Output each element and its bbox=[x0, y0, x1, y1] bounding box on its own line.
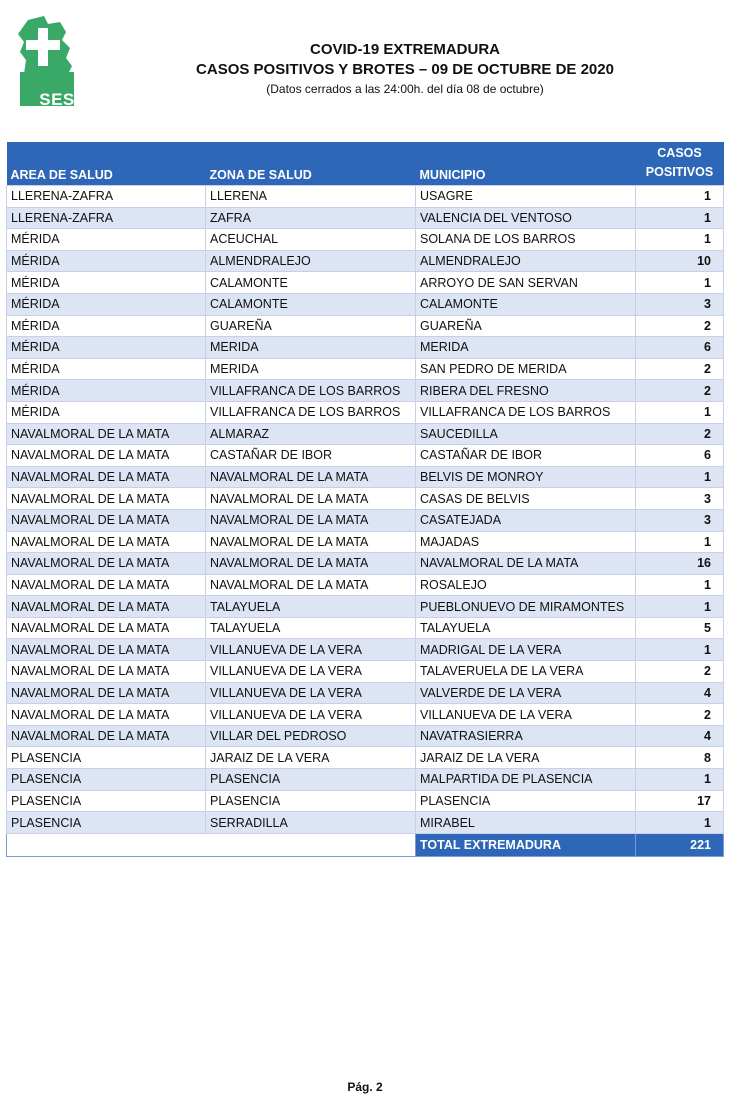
table-row bbox=[7, 466, 724, 488]
cell-casos: 1 bbox=[636, 401, 724, 423]
cell-municipio: RIBERA DEL FRESNO bbox=[416, 380, 636, 402]
table-row bbox=[7, 509, 724, 531]
document-header bbox=[80, 40, 730, 98]
cell-municipio: VALVERDE DE LA VERA bbox=[416, 682, 636, 704]
cell-zona: CALAMONTE bbox=[206, 293, 416, 315]
cell-municipio: TALAYUELA bbox=[416, 617, 636, 639]
cell-casos: 4 bbox=[636, 725, 724, 747]
cell-zona: NAVALMORAL DE LA MATA bbox=[206, 488, 416, 510]
cell-municipio: CASAS DE BELVIS bbox=[416, 488, 636, 510]
cell-casos: 1 bbox=[636, 596, 724, 618]
cell-casos: 1 bbox=[636, 769, 724, 791]
cell-municipio: VILLAFRANCA DE LOS BARROS bbox=[416, 401, 636, 423]
cell-zona: CASTAÑAR DE IBOR bbox=[206, 445, 416, 467]
col-header-zona: ZONA DE SALUD bbox=[206, 142, 416, 186]
cell-zona: NAVALMORAL DE LA MATA bbox=[206, 531, 416, 553]
cell-casos: 4 bbox=[636, 682, 724, 704]
cell-municipio: CASATEJADA bbox=[416, 509, 636, 531]
cell-casos: 3 bbox=[636, 488, 724, 510]
table-row bbox=[7, 553, 724, 575]
cell-zona: GUAREÑA bbox=[206, 315, 416, 337]
cell-area: PLASENCIA bbox=[7, 769, 206, 791]
total-row-blank bbox=[7, 833, 416, 856]
cell-casos: 10 bbox=[636, 250, 724, 272]
cell-casos: 2 bbox=[636, 704, 724, 726]
cell-casos: 2 bbox=[636, 661, 724, 683]
cell-area: MÉRIDA bbox=[7, 380, 206, 402]
cell-area: NAVALMORAL DE LA MATA bbox=[7, 617, 206, 639]
cell-zona: SERRADILLA bbox=[206, 812, 416, 834]
cell-area: NAVALMORAL DE LA MATA bbox=[7, 466, 206, 488]
cell-municipio: MAJADAS bbox=[416, 531, 636, 553]
cell-zona: VILLAR DEL PEDROSO bbox=[206, 725, 416, 747]
cell-casos: 2 bbox=[636, 380, 724, 402]
cell-area: NAVALMORAL DE LA MATA bbox=[7, 531, 206, 553]
cell-casos: 2 bbox=[636, 358, 724, 380]
cell-casos: 1 bbox=[636, 466, 724, 488]
table-row bbox=[7, 272, 724, 294]
cell-area: NAVALMORAL DE LA MATA bbox=[7, 596, 206, 618]
cell-zona: MERIDA bbox=[206, 358, 416, 380]
cell-zona: CALAMONTE bbox=[206, 272, 416, 294]
cell-casos: 1 bbox=[636, 186, 724, 208]
total-row bbox=[7, 833, 724, 856]
cell-zona: TALAYUELA bbox=[206, 596, 416, 618]
cell-area: NAVALMORAL DE LA MATA bbox=[7, 639, 206, 661]
cell-casos: 1 bbox=[636, 812, 724, 834]
cell-area: LLERENA-ZAFRA bbox=[7, 207, 206, 229]
cell-zona: NAVALMORAL DE LA MATA bbox=[206, 553, 416, 575]
cell-casos: 5 bbox=[636, 617, 724, 639]
page-number: Pág. 2 bbox=[347, 1080, 383, 1094]
cell-area: MÉRIDA bbox=[7, 250, 206, 272]
cell-zona: ZAFRA bbox=[206, 207, 416, 229]
cell-zona: VILLANUEVA DE LA VERA bbox=[206, 704, 416, 726]
cell-municipio: VALENCIA DEL VENTOSO bbox=[416, 207, 636, 229]
cell-municipio: ROSALEJO bbox=[416, 574, 636, 596]
cell-area: MÉRIDA bbox=[7, 272, 206, 294]
table-row bbox=[7, 186, 724, 208]
cell-zona: NAVALMORAL DE LA MATA bbox=[206, 574, 416, 596]
cell-municipio: SAN PEDRO DE MERIDA bbox=[416, 358, 636, 380]
cell-zona: PLASENCIA bbox=[206, 769, 416, 791]
cell-municipio: MIRABEL bbox=[416, 812, 636, 834]
cell-municipio: VILLANUEVA DE LA VERA bbox=[416, 704, 636, 726]
logo-label: SES bbox=[39, 90, 75, 109]
table-row bbox=[7, 661, 724, 683]
cell-municipio: BELVIS DE MONROY bbox=[416, 466, 636, 488]
cell-municipio: MALPARTIDA DE PLASENCIA bbox=[416, 769, 636, 791]
cell-municipio: TALAVERUELA DE LA VERA bbox=[416, 661, 636, 683]
cell-municipio: CASTAÑAR DE IBOR bbox=[416, 445, 636, 467]
page-subtitle: CASOS POSITIVOS Y BROTES – 09 DE OCTUBRE DE 2020 bbox=[196, 61, 614, 78]
cell-area: MÉRIDA bbox=[7, 229, 206, 251]
cell-municipio: USAGRE bbox=[416, 186, 636, 208]
cell-area: NAVALMORAL DE LA MATA bbox=[7, 661, 206, 683]
table-row bbox=[7, 747, 724, 769]
table-row bbox=[7, 337, 724, 359]
cell-municipio: ARROYO DE SAN SERVAN bbox=[416, 272, 636, 294]
cell-area: PLASENCIA bbox=[7, 790, 206, 812]
cell-zona: ACEUCHAL bbox=[206, 229, 416, 251]
cell-area: PLASENCIA bbox=[7, 747, 206, 769]
cell-municipio: SOLANA DE LOS BARROS bbox=[416, 229, 636, 251]
table-row bbox=[7, 445, 724, 467]
table-row bbox=[7, 229, 724, 251]
cell-area: MÉRIDA bbox=[7, 293, 206, 315]
table-row bbox=[7, 682, 724, 704]
cell-area: NAVALMORAL DE LA MATA bbox=[7, 574, 206, 596]
cell-casos: 2 bbox=[636, 423, 724, 445]
cell-area: NAVALMORAL DE LA MATA bbox=[7, 725, 206, 747]
cell-area: NAVALMORAL DE LA MATA bbox=[7, 682, 206, 704]
cell-zona: ALMENDRALEJO bbox=[206, 250, 416, 272]
cell-casos: 3 bbox=[636, 509, 724, 531]
table-row bbox=[7, 488, 724, 510]
cell-municipio: JARAIZ DE LA VERA bbox=[416, 747, 636, 769]
cell-zona: ALMARAZ bbox=[206, 423, 416, 445]
cell-zona: VILLAFRANCA DE LOS BARROS bbox=[206, 401, 416, 423]
cell-casos: 1 bbox=[636, 531, 724, 553]
table-row bbox=[7, 790, 724, 812]
cell-municipio: PUEBLONUEVO DE MIRAMONTES bbox=[416, 596, 636, 618]
cell-casos: 1 bbox=[636, 272, 724, 294]
cell-municipio: MERIDA bbox=[416, 337, 636, 359]
cell-casos: 3 bbox=[636, 293, 724, 315]
cell-area: PLASENCIA bbox=[7, 812, 206, 834]
col-header-casos bbox=[636, 142, 724, 186]
table-row bbox=[7, 704, 724, 726]
col-header-casos-line2: POSITIVOS bbox=[645, 165, 714, 179]
cell-area: NAVALMORAL DE LA MATA bbox=[7, 423, 206, 445]
cell-zona: VILLAFRANCA DE LOS BARROS bbox=[206, 380, 416, 402]
cell-area: LLERENA-ZAFRA bbox=[7, 186, 206, 208]
ses-logo bbox=[14, 14, 80, 110]
cell-casos: 1 bbox=[636, 207, 724, 229]
cell-municipio: ALMENDRALEJO bbox=[416, 250, 636, 272]
table-row bbox=[7, 725, 724, 747]
table-row bbox=[7, 617, 724, 639]
cell-area: NAVALMORAL DE LA MATA bbox=[7, 704, 206, 726]
table-row bbox=[7, 380, 724, 402]
cell-municipio: PLASENCIA bbox=[416, 790, 636, 812]
table-row bbox=[7, 250, 724, 272]
table-row bbox=[7, 358, 724, 380]
cell-municipio: NAVATRASIERRA bbox=[416, 725, 636, 747]
cell-municipio: MADRIGAL DE LA VERA bbox=[416, 639, 636, 661]
cell-area: NAVALMORAL DE LA MATA bbox=[7, 445, 206, 467]
table-header-row bbox=[7, 142, 724, 186]
cell-area: NAVALMORAL DE LA MATA bbox=[7, 553, 206, 575]
cell-zona: PLASENCIA bbox=[206, 790, 416, 812]
cell-area: MÉRIDA bbox=[7, 358, 206, 380]
cell-zona: NAVALMORAL DE LA MATA bbox=[206, 509, 416, 531]
cell-casos: 6 bbox=[636, 337, 724, 359]
cell-municipio: SAUCEDILLA bbox=[416, 423, 636, 445]
cell-casos: 1 bbox=[636, 639, 724, 661]
cell-casos: 1 bbox=[636, 574, 724, 596]
cell-zona: TALAYUELA bbox=[206, 617, 416, 639]
cell-zona: VILLANUEVA DE LA VERA bbox=[206, 639, 416, 661]
table-row bbox=[7, 423, 724, 445]
table-row bbox=[7, 293, 724, 315]
table-row bbox=[7, 401, 724, 423]
table-row bbox=[7, 574, 724, 596]
data-cutoff-note: (Datos cerrados a las 24:00h. del día 08 de octubre) bbox=[266, 82, 544, 96]
cell-municipio: NAVALMORAL DE LA MATA bbox=[416, 553, 636, 575]
cell-zona: VILLANUEVA DE LA VERA bbox=[206, 661, 416, 683]
cell-casos: 16 bbox=[636, 553, 724, 575]
page-title: COVID-19 EXTREMADURA bbox=[309, 41, 501, 58]
cell-area: MÉRIDA bbox=[7, 401, 206, 423]
table-row bbox=[7, 531, 724, 553]
cell-casos: 6 bbox=[636, 445, 724, 467]
total-label: TOTAL EXTREMADURA bbox=[416, 833, 636, 856]
cell-casos: 17 bbox=[636, 790, 724, 812]
cell-area: NAVALMORAL DE LA MATA bbox=[7, 509, 206, 531]
table-row bbox=[7, 769, 724, 791]
cell-zona: MERIDA bbox=[206, 337, 416, 359]
cell-area: NAVALMORAL DE LA MATA bbox=[7, 488, 206, 510]
total-value: 221 bbox=[636, 833, 724, 856]
table-row bbox=[7, 315, 724, 337]
table-row bbox=[7, 812, 724, 834]
col-header-casos-line1: CASOS bbox=[657, 146, 702, 160]
cell-casos: 8 bbox=[636, 747, 724, 769]
table-row bbox=[7, 639, 724, 661]
cases-table bbox=[6, 142, 724, 857]
cell-municipio: GUAREÑA bbox=[416, 315, 636, 337]
cell-zona: VILLANUEVA DE LA VERA bbox=[206, 682, 416, 704]
table-row bbox=[7, 596, 724, 618]
cell-casos: 2 bbox=[636, 315, 724, 337]
cell-zona: JARAIZ DE LA VERA bbox=[206, 747, 416, 769]
table-row bbox=[7, 207, 724, 229]
cell-zona: LLERENA bbox=[206, 186, 416, 208]
cell-zona: NAVALMORAL DE LA MATA bbox=[206, 466, 416, 488]
cell-municipio: CALAMONTE bbox=[416, 293, 636, 315]
col-header-municipio: MUNICIPIO bbox=[416, 142, 636, 186]
col-header-area: AREA DE SALUD bbox=[7, 142, 206, 186]
cell-casos: 1 bbox=[636, 229, 724, 251]
cell-area: MÉRIDA bbox=[7, 315, 206, 337]
cell-area: MÉRIDA bbox=[7, 337, 206, 359]
